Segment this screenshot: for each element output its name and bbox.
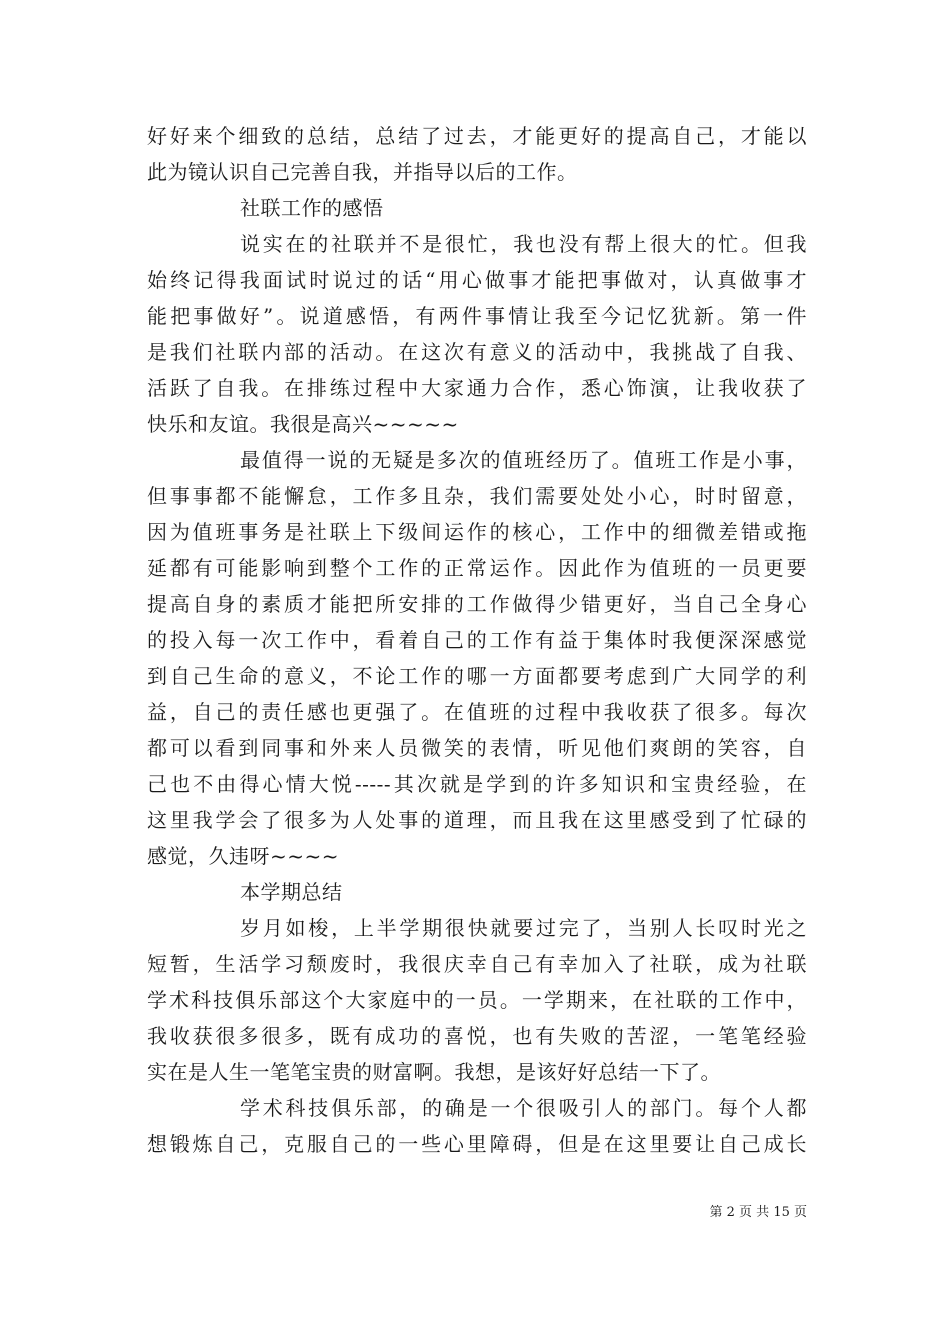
text-line: 好好来个细致的总结，总结了过去，才能更好的提高自己，才能以 — [147, 124, 807, 148]
text-line: 快乐和友谊。我很是高兴~~~~~ — [147, 412, 459, 436]
text-line: 是我们社联内部的活动。在这次有意义的活动中，我挑战了自我、 — [147, 340, 807, 364]
section-heading: 本学期总结 — [240, 880, 343, 904]
text-line: 始终记得我面试时说过的话“用心做事才能把事做对，认真做事才 — [147, 268, 807, 292]
section-heading: 社联工作的感悟 — [240, 196, 384, 220]
text-line: 益，自己的责任感也更强了。在值班的过程中我收获了很多。每次 — [147, 700, 807, 724]
text-line: 但事事都不能懈怠，工作多且杂，我们需要处处小心，时时留意， — [147, 484, 807, 508]
text-line: 我收获很多很多，既有成功的喜悦，也有失败的苦涩，一笔笔经验 — [147, 1024, 807, 1048]
text-line: 都可以看到同事和外来人员微笑的表情，听见他们爽朗的笑容，自 — [147, 736, 807, 760]
text-line: 的投入每一次工作中，看着自己的工作有益于集体时我便深深感觉 — [147, 628, 807, 652]
text-line: 此为镜认识自己完善自我，并指导以后的工作。 — [147, 160, 578, 184]
text-line: 提高自身的素质才能把所安排的工作做得少错更好，当自己全身心 — [147, 592, 807, 616]
text-line: 最值得一说的无疑是多次的值班经历了。值班工作是小事， — [240, 448, 807, 472]
text-line: 活跃了自我。在排练过程中大家通力合作，悉心饰演，让我收获了 — [147, 376, 807, 400]
text-line: 己也不由得心情大悦-----其次就是学到的许多知识和宝贵经验，在 — [147, 772, 807, 796]
text-line: 实在是人生一笔笔宝贵的财富啊。我想，是该好好总结一下了。 — [147, 1060, 721, 1084]
text-line: 学术科技俱乐部这个大家庭中的一员。一学期来，在社联的工作中， — [147, 988, 807, 1012]
text-line: 到自己生命的意义，不论工作的哪一方面都要考虑到广大同学的利 — [147, 664, 807, 688]
body-text — [147, 118, 807, 1162]
text-line: 短暂，生活学习颓废时，我很庆幸自己有幸加入了社联，成为社联 — [147, 952, 807, 976]
text-line: 延都有可能影响到整个工作的正常运作。因此作为值班的一员更要 — [147, 556, 807, 580]
text-line: 感觉，久违呀~~~~ — [147, 844, 340, 868]
text-line: 能把事做好”。说道感悟，有两件事情让我至今记忆犹新。第一件 — [147, 304, 807, 328]
text-line: 这里我学会了很多为人处事的道理，而且我在这里感受到了忙碌的 — [147, 808, 807, 832]
text-line: 岁月如梭，上半学期很快就要过完了，当别人长叹时光之 — [240, 916, 807, 940]
text-line: 学术科技俱乐部，的确是一个很吸引人的部门。每个人都 — [240, 1096, 807, 1120]
text-line: 因为值班事务是社联上下级间运作的核心，工作中的细微差错或拖 — [147, 520, 807, 544]
text-line: 说实在的社联并不是很忙，我也没有帮上很大的忙。但我 — [240, 232, 807, 256]
page-number-footer: 第 2 页 共 15 页 — [709, 1205, 807, 1220]
text-line: 想锻炼自己，克服自己的一些心里障碍，但是在这里要让自己成长 — [147, 1132, 807, 1156]
